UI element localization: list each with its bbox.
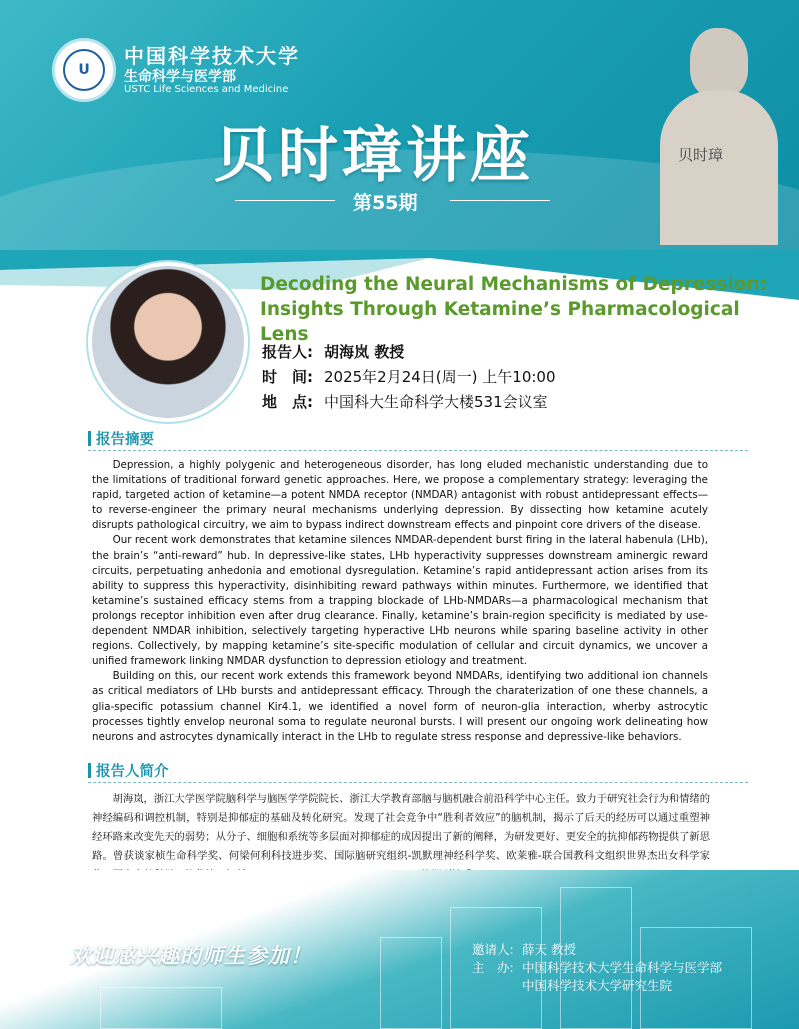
talk-title-line-1: Decoding the Neural Mechanisms of Depression: (260, 274, 768, 295)
abstract-paragraph: Building on this, our recent work extends this framework beyond NMDARs, identifying two additional ion channels as critical mediators of LHb bursts and antidepressant efficacy. Through the charaterization of one these channels, a glia-specific potassium channel Kir4.1, we identified a novel form of neuron-glia interaction, wherby astrocytic processes tightly envelop neuronal soma to regulate neuronal bursts. I will present our ongoing work delineating how neurons and astrocytes dynamically interact in the LHb to regulate stress response and depressive-like behaviors. (92, 670, 708, 743)
inviter-label: 邀请人: (472, 942, 514, 957)
place-label: 地 点: (262, 393, 313, 411)
statue-plaque: 贝时璋 (678, 146, 724, 164)
abstract-heading-bar (88, 428, 748, 451)
place-row (262, 390, 556, 415)
time-row (262, 365, 556, 390)
abstract-heading: 报告摘要 (96, 432, 154, 448)
host-label: 主 办: (472, 960, 514, 975)
talk-title (260, 272, 780, 347)
host-1: 中国科学技术大学生命科学与医学部 (522, 960, 723, 975)
time-value: 2025年2月24日(周一) 上午10:00 (324, 368, 556, 386)
speaker-row (262, 340, 556, 365)
speaker-name: 胡海岚 教授 (324, 343, 405, 361)
divider (235, 200, 335, 201)
abstract-paragraph: Our recent work demonstrates that ketamine silences NMDAR-dependent burst firing in the lateral habenula (LHb), the brain’s “anti-reward” hub. In depressive-like states, LHb hyperactivity suppresses downstream aminergic reward circuits, perpetuating anhedonia and emotional dysregulation. Ketamine’s rapid antidepressant action arises from its ability to suppress this hyperactivity, disinhibiting reward pathways within minutes. Furthermore, we identified that ketamine’s sustained efficacy stems from a trapping blockade of LHb-NMDARs—a pharmacological mechanism that prolongs receptor inhibition even after drug clearance. Finally, ketamine’s brain-region specificity is mediated by use-dependent NMDAR inhibition, selectively targeting hyperactive LHb neurons while sparing baseline activity in other regions. Collectively, by mapping ketamine’s site-specific modulation of cellular and circuit dynamics, we uncover a unified framework linking NMDAR dysfunction to depression etiology and treatment. (92, 534, 708, 668)
department-name-en: USTC Life Sciences and Medicine (124, 84, 289, 95)
talk-info (262, 340, 556, 415)
header-banner (0, 0, 799, 250)
university-logo: U (52, 38, 116, 102)
university-name: 中国科学技术大学 (124, 44, 300, 68)
speaker-bio: 胡海岚，浙江大学医学院脑科学与脑医学学院院长、浙江大学教育部脑与脑机融合前沿科学中心主任。致力于研究社会行为和情绪的神经编码和调控机制，特别是抑郁症的基础及转化研究。发现了社会竞争中“胜利者效应”的脑机制，揭示了后天的经历可以通过重塑神经环路来改变先天的弱势；从分子、细胞和系统等多层面对抑郁症的成因提出了新的阐释，为研发更好、更安全的抗抑郁药物提供了新思路。曾获谈家桢生命科学奖、何梁何利科技进步奖、国际脑研究组织-凯默理神经科学奖、欧莱雅-联合国教科文组织世界杰出女科学家 (92, 793, 710, 862)
bio-heading-bar (88, 760, 748, 783)
statue-image (660, 28, 785, 243)
welcome-message: 欢迎感兴趣的师生参加！ (70, 943, 312, 968)
place-value: 中国科大生命科学大楼531会议室 (324, 393, 548, 411)
time-label: 时 间: (262, 368, 313, 386)
department-name: 生命科学与医学部 (124, 69, 236, 85)
issue-number: 第55期 (353, 192, 418, 214)
divider (450, 200, 550, 201)
talk-title-line-2: Insights Through Ketamine’s Pharmacological Lens (260, 299, 740, 345)
abstract-body (92, 458, 708, 745)
lecture-series-title: 贝时璋讲座 (214, 121, 534, 191)
organizers (472, 941, 722, 995)
abstract-paragraph: Depression, a highly polygenic and heterogeneous disorder, has long eluded mechanistic understanding due to the limitations of traditional forward genetic approaches. Here, we propose a complementary strategy: leveraging the rapid, targeted action of ketamine—a potent NMDA receptor (NMDAR) antagonist with robust antidepressant effects—to reverse-engineer the primary neural mechanisms underlying depression. By dissecting how ketamine acutely disrupts pathological circuitry, we aim to bypass indirect downstream effects and pinpoint core drivers of the disease. (92, 459, 708, 532)
inviter-name: 薛天 教授 (522, 942, 576, 957)
issue-label-group (235, 188, 550, 212)
host-2: 中国科学技术大学研究生院 (522, 978, 673, 993)
speaker-label: 报告人: (262, 343, 313, 361)
bio-heading: 报告人简介 (96, 764, 169, 780)
speaker-photo (88, 262, 248, 422)
